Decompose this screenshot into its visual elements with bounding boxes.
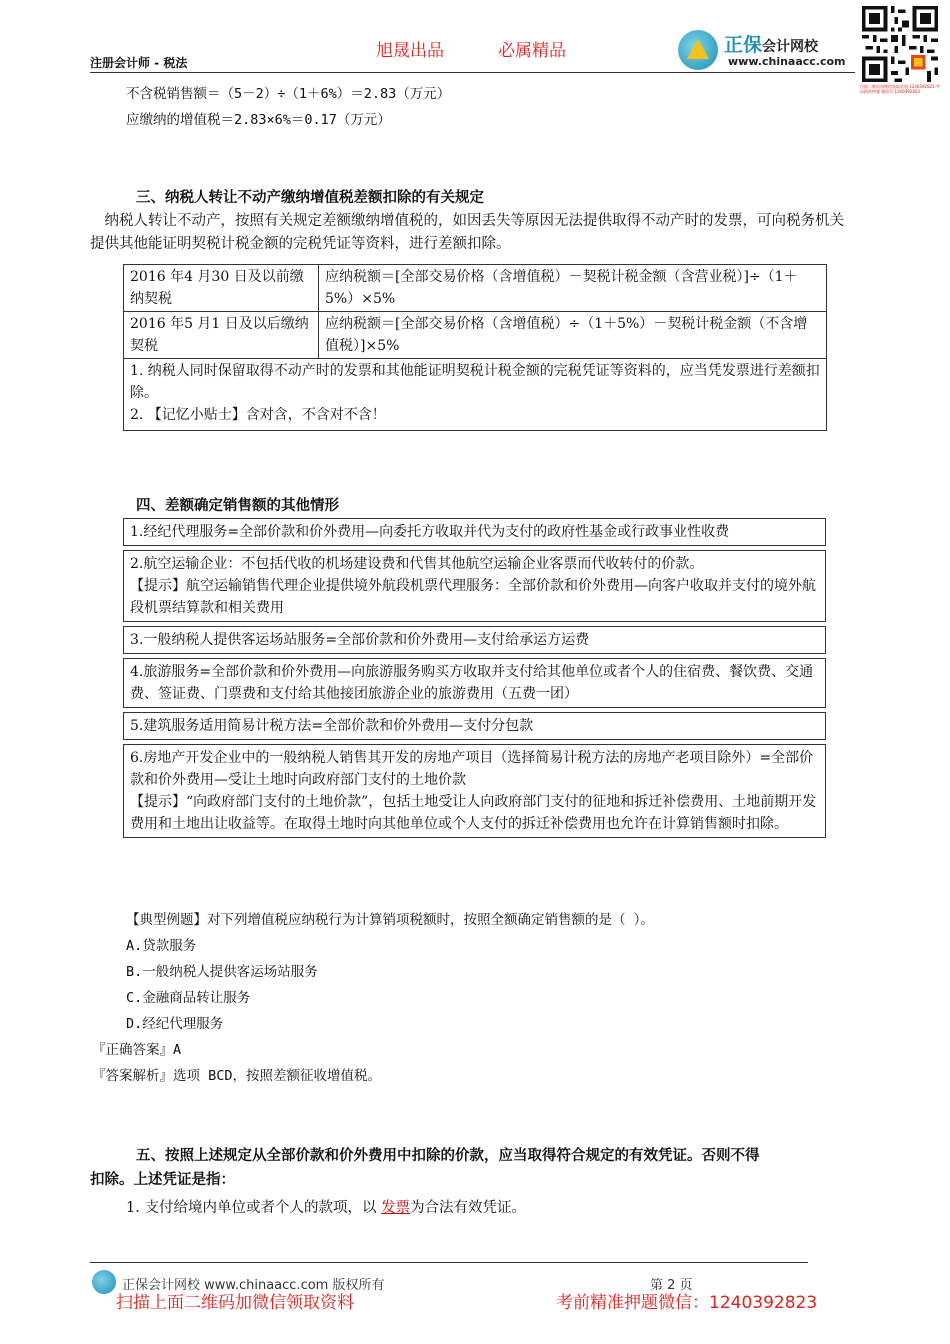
- footer-promo-left: 扫描上面二维码加微信领取资料: [116, 1293, 354, 1313]
- option-b: B.一般纳税人提供客运场站服务: [126, 964, 318, 980]
- list-item-text: 3.一般纳税人提供客运场站服务=全部价款和价外费用—支付给承运方运费: [130, 632, 590, 648]
- header-slogan-right: 必属精品: [498, 41, 566, 61]
- section-5-item: [126, 1196, 526, 1217]
- list-item: [123, 712, 826, 740]
- list-item-text: 2.航空运输企业：不包括代收的机场建设费和代售其他航空运输企业客票而代收转付的价款。: [130, 556, 704, 572]
- section-4-list: [123, 518, 826, 842]
- section-5-title-line-2: 扣除。上述凭证是指：: [90, 1172, 235, 1188]
- footer-divider: [90, 1262, 808, 1263]
- example-question: 【典型例题】对下列增值税应纳税行为计算销项税额时，按照全额确定销售额的是（ ）。: [126, 912, 654, 928]
- list-item: [123, 626, 826, 654]
- section-5-title-line-1: 五、按照上述规定从全部价款和价外费用中扣除的价款，应当取得符合规定的有效凭证。否则不得: [136, 1148, 760, 1164]
- option-c: C.金融商品转让服务: [126, 990, 251, 1006]
- footer-logo-icon: [92, 1270, 116, 1294]
- subject-title: 注册会计师 - 税法: [90, 56, 188, 70]
- list-item: [123, 550, 826, 622]
- tax-formula-cell: 应纳税额＝[全部交易价格（含增值税）÷（1＋5%）－契税计税金额（不含增值税）]×5%: [319, 312, 827, 359]
- logo-name-suffix: 会计网校: [762, 39, 819, 55]
- qr-code-icon[interactable]: [862, 6, 938, 82]
- logo-emblem-icon: [678, 30, 718, 70]
- list-item-tip: 【提示】“向政府部门支付的土地价款”，包括土地受让人向政府部门支付的征地和拆迁补偿费用、土地前期开发费用和土地出让收益等。在取得土地时向其他单位或个人支付的拆迁补偿费用也允许在计算销售额时扣除。: [130, 794, 817, 832]
- tax-period-cell: 2016 年5 月1 日及以后缴纳契税: [124, 312, 319, 359]
- footer-copyright: 正保会计网校 www.chinaacc.com 版权所有: [122, 1278, 385, 1293]
- header-slogan-left: 旭晟出品: [376, 41, 444, 61]
- logo-name: 正保: [724, 34, 763, 56]
- page-number: 第 2 页: [650, 1278, 693, 1293]
- table-note-1: 1. 纳税人同时保留取得不动产时的发票和其他能证明契税计税金额的完税凭证等资料的，应当凭发票进行差额扣除。: [130, 363, 820, 401]
- table-row: [124, 312, 827, 359]
- tax-period-cell: 2016 年4 月30 日及以前缴纳契税: [124, 265, 319, 312]
- table-note-2: 2. 【记忆小贴士】含对含，不含对不含！: [130, 407, 386, 423]
- invoice-link[interactable]: 发票: [381, 1200, 411, 1216]
- list-item: [123, 518, 826, 546]
- list-item-text: 6.房地产开发企业中的一般纳税人销售其开发的房地产项目（选择简易计税方法的房地产老项目除外）=全部价款和价外费用—受让土地时向政府部门支付的土地价款: [130, 750, 814, 788]
- section-4-title: 四、差额确定销售额的其他情形: [136, 498, 339, 514]
- option-d: D.经纪代理服务: [126, 1016, 224, 1032]
- section-3-table: [123, 264, 827, 431]
- list-item: [123, 658, 826, 708]
- answer-analysis: 『答案解析』选项 BCD，按照差额征收增值税。: [92, 1068, 382, 1084]
- option-a: A.贷款服务: [126, 938, 197, 954]
- calc-line-1: 不含税销售额＝（5－2）÷（1＋6%）＝2.83（万元）: [126, 86, 451, 102]
- correct-answer: 『正确答案』A: [92, 1042, 182, 1058]
- section-3-title: 三、纳税人转让不动产缴纳增值税差额扣除的有关规定: [136, 190, 484, 206]
- calc-line-2: 应缴纳的增值税＝2.83×6%＝0.17（万元）: [126, 112, 391, 128]
- chinaacc-logo[interactable]: [678, 30, 858, 74]
- list-item-text: 5.建筑服务适用简易计税方法=全部价款和价外费用—支付分包款: [130, 718, 534, 734]
- footer-promo-right: 考前精准押题微信：1240392823: [556, 1293, 818, 1313]
- table-row: [124, 265, 827, 312]
- section-5-item-suffix: 为合法有效凭证。: [410, 1200, 527, 1216]
- tax-formula-cell: 应纳税额＝[全部交易价格（含增值税）－契税计税金额（含营业税）]÷（1＋5%）×5%: [319, 265, 827, 312]
- list-item-tip: 【提示】航空运输销售代理企业提供境外航段机票代理服务：全部价款和价外费用—向客户收取并支付的境外航段机票结算款和相关费用: [130, 578, 816, 616]
- logo-url: www.chinaacc.com: [728, 55, 846, 68]
- list-item-text: 4.旅游服务=全部价款和价外费用—向旅游服务购买方收取并支付给其他单位或者个人的住宿费、餐饮费、交通费、签证费、门票费和支付给其他接团旅游企业的旅游费用（五费一团）: [130, 664, 814, 702]
- section-5-item-prefix: 1. 支付给境内单位或者个人的款项，以: [126, 1200, 382, 1216]
- list-item-text: 1.经纪代理服务=全部价款和价外费用—向委托方收取并代为支付的政府性基金或行政事业性收费: [130, 524, 730, 540]
- qr-caption: 扫描二维码加微信领取资料 1240392823 考前精准押题 微信号 1240392823: [860, 84, 940, 94]
- section-3-paragraph: 纳税人转让不动产，按照有关规定差额缴纳增值税的，如因丢失等原因无法提供取得不动产时的发票，可向税务机关提供其他能证明契税计税金额的完税凭证等资料，进行差额扣除。: [90, 213, 844, 252]
- list-item: [123, 744, 826, 838]
- table-row: [124, 359, 827, 431]
